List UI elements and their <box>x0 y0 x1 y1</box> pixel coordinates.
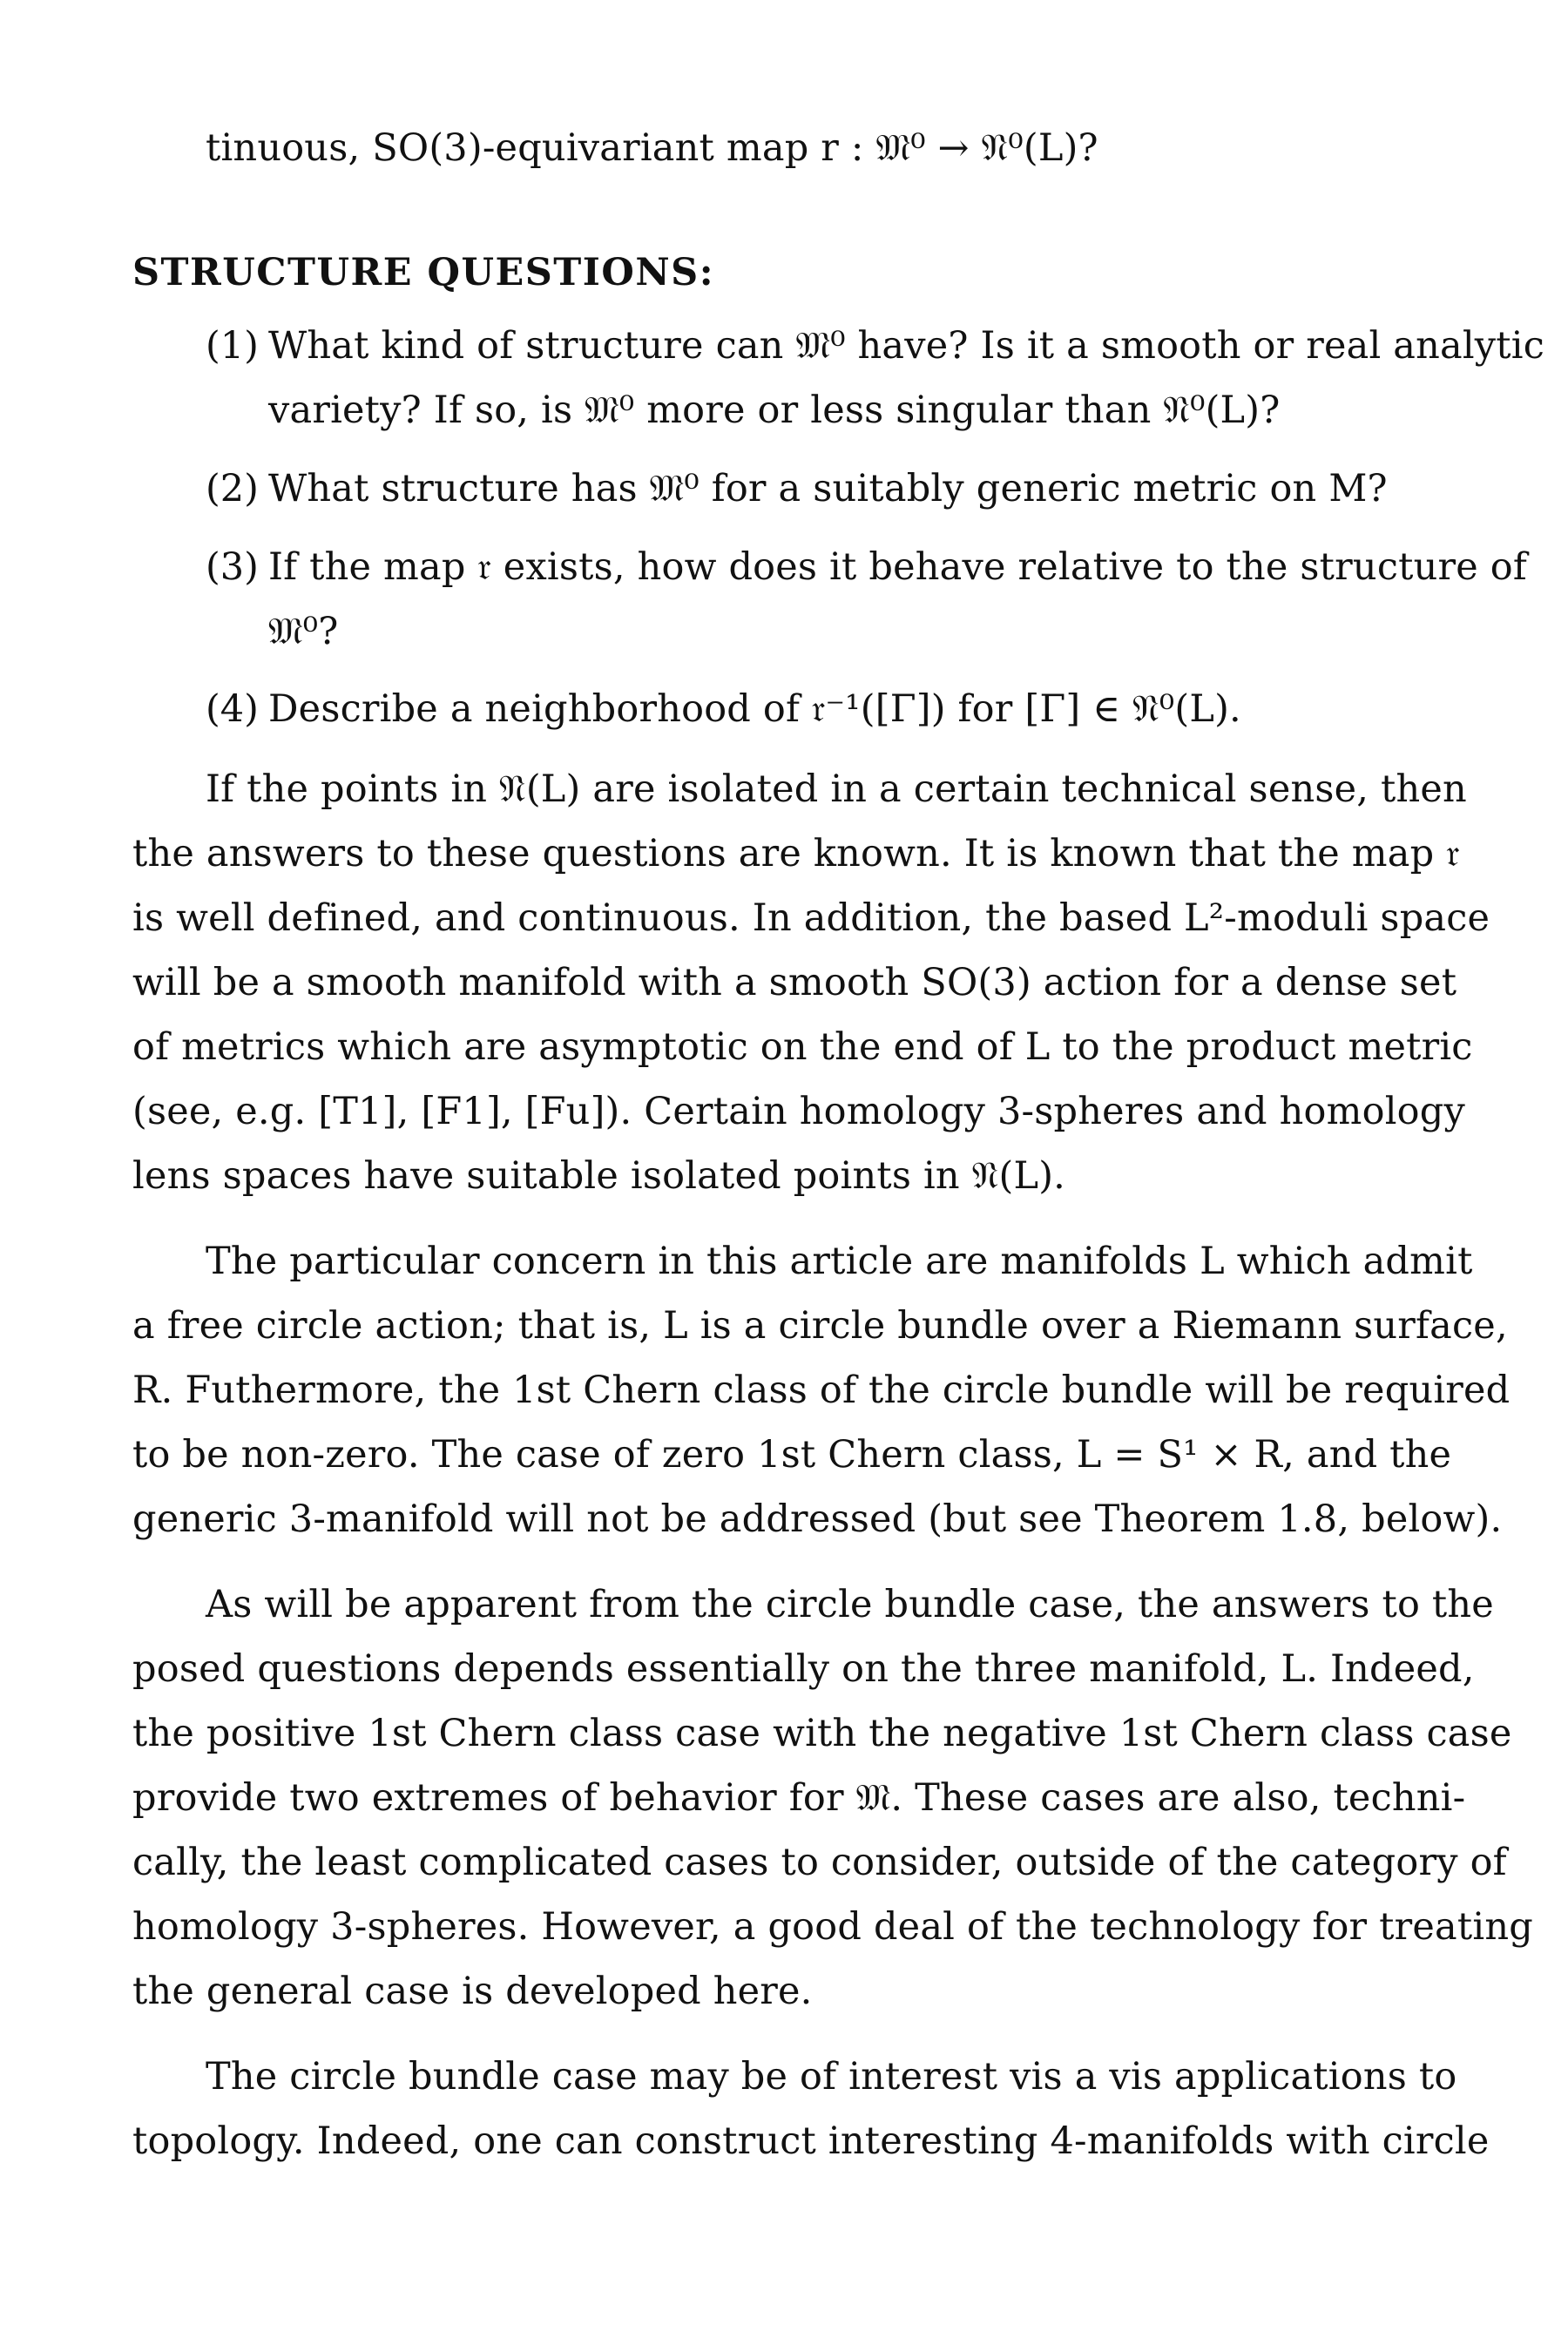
paragraph-line: a free circle action; that is, L is a circle bundle over a Riemann surface, <box>132 1304 1508 1348</box>
question-line: What kind of structure can 𝔐⁰ have? Is it a smooth or real analytic <box>268 324 1544 368</box>
paragraph-first-line: As will be apparent from the circle bundle case, the answers to the <box>206 1583 1494 1626</box>
paragraph-line: cally, the least complicated cases to consider, outside of the category of <box>132 1841 1507 1884</box>
paragraph-line: of metrics which are asymptotic on the end of L to the product metric <box>132 1025 1473 1069</box>
question-number: (1) <box>206 324 259 368</box>
paragraph-line: the answers to these questions are known. It is known that the map 𝔯 <box>132 832 1460 875</box>
paragraph-line: will be a smooth manifold with a smooth SO(3) action for a dense set <box>132 961 1457 1004</box>
paragraph-line: R. Futhermore, the 1st Chern class of the circle bundle will be required <box>132 1369 1511 1412</box>
section-heading: STRUCTURE QUESTIONS: <box>132 251 715 294</box>
question-line: Describe a neighborhood of 𝔯⁻¹([Γ]) for [Γ] ∈ 𝔑⁰(L). <box>268 687 1241 731</box>
paragraph-line: the general case is developed here. <box>132 1970 813 2013</box>
paragraph-line: (see, e.g. [T1], [F1], [Fu]). Certain homology 3-spheres and homology <box>132 1090 1465 1133</box>
paragraph-line: lens spaces have suitable isolated points in 𝔑(L). <box>132 1154 1066 1198</box>
paragraph-line: the positive 1st Chern class case with the negative 1st Chern class case <box>132 1712 1512 1755</box>
paragraph-first-line: The circle bundle case may be of interest vis a vis applications to <box>206 2055 1457 2099</box>
paragraph-line: to be non-zero. The case of zero 1st Chern class, L = S¹ × R, and the <box>132 1433 1452 1477</box>
question-line: variety? If so, is 𝔐⁰ more or less singular than 𝔑⁰(L)? <box>268 389 1281 432</box>
question-number: (4) <box>206 687 259 731</box>
paragraph-first-line: If the points in 𝔑(L) are isolated in a certain technical sense, then <box>206 767 1467 811</box>
question-line: If the map 𝔯 exists, how does it behave relative to the structure of <box>268 545 1527 589</box>
paragraph-line: is well defined, and continuous. In addition, the based L²-moduli space <box>132 896 1490 940</box>
text-line: tinuous, SO(3)-equivariant map r : 𝔐⁰ → 𝔑⁰(L)? <box>206 126 1098 170</box>
paragraph-line: homology 3-spheres. However, a good deal of the technology for treating <box>132 1905 1533 1949</box>
paragraph-line: generic 3-manifold will not be addressed (but see Theorem 1.8, below). <box>132 1497 1503 1541</box>
question-number: (2) <box>206 467 259 510</box>
question-line: What structure has 𝔐⁰ for a suitably generic metric on M? <box>268 467 1388 510</box>
paragraph-line: provide two extremes of behavior for 𝔐. These cases are also, techni- <box>132 1776 1466 1820</box>
paragraph-line: topology. Indeed, one can construct interesting 4-manifolds with circle <box>132 2119 1490 2163</box>
paragraph-line: posed questions depends essentially on the three manifold, L. Indeed, <box>132 1647 1475 1691</box>
question-number: (3) <box>206 545 259 589</box>
question-line: 𝔐⁰? <box>268 610 339 653</box>
paragraph-first-line: The particular concern in this article are manifolds L which admit <box>206 1240 1473 1283</box>
